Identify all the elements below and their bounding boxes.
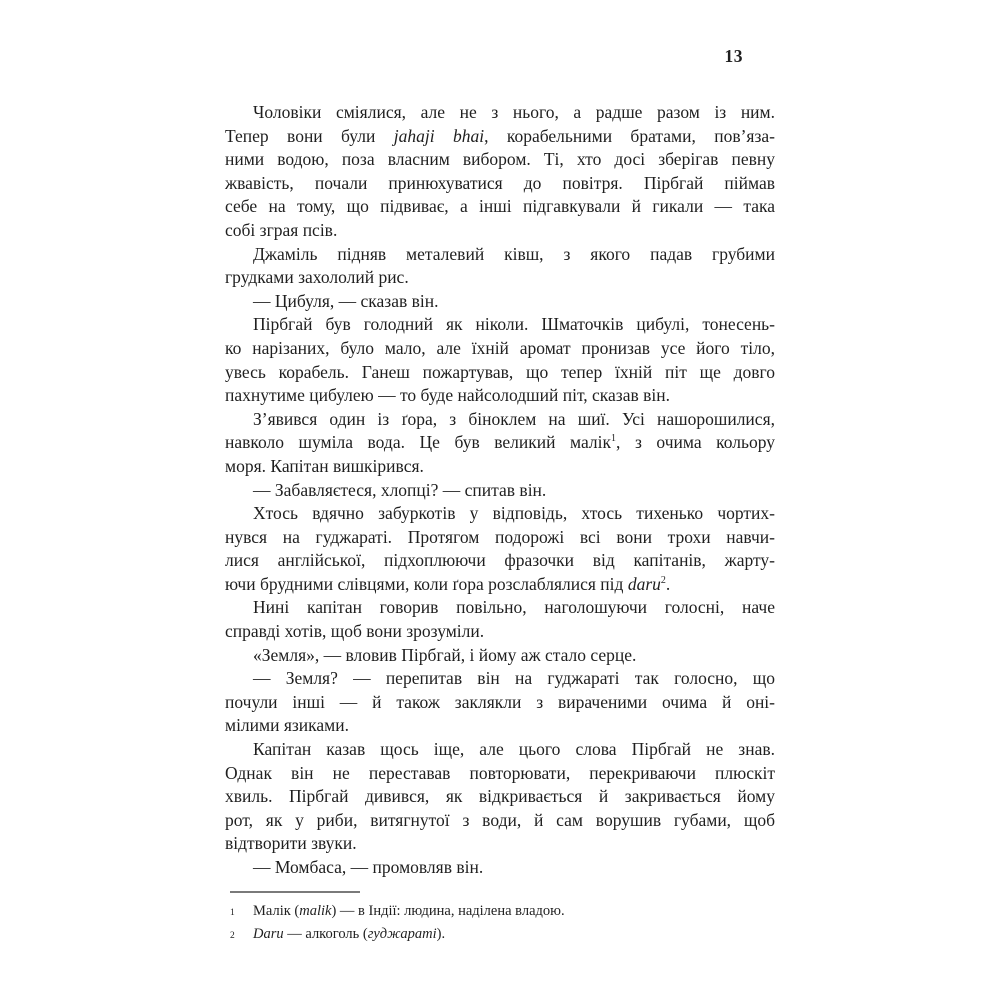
text-run: навколо шуміла вода. Це був великий малік — [225, 432, 612, 453]
text-run: . — [665, 573, 671, 594]
text-line — [225, 290, 775, 314]
text-run: — алкоголь ( — [283, 925, 368, 942]
text-run: собі зграя псів. — [225, 219, 338, 240]
text-run: — Земля? — перепитав він на гуджараті так голосно, що — [253, 668, 775, 689]
text-run: увесь корабель. Ганеш пожартував, що тепер їхній піт ще довго — [225, 361, 775, 382]
text-run: Однак він не переставав повторювати, перекриваючи плюскіт — [225, 762, 775, 783]
text-run: Малік ( — [253, 902, 300, 919]
text-run: почули інші — й також заклякли з вираченими очима й оні- — [225, 691, 775, 712]
text-run: грудками захололий рис. — [225, 267, 409, 288]
text-line — [225, 573, 775, 597]
text-line — [225, 738, 775, 762]
text-line — [225, 856, 775, 880]
footnote-ref: 1 — [611, 433, 617, 445]
italic-text: jahaji bhai — [393, 125, 485, 146]
text-run: Нині капітан говорив повільно, наголошуючи голосні, наче — [253, 597, 775, 618]
text-line — [225, 596, 775, 620]
text-run: — Момбаса, — промовляв він. — [253, 857, 484, 877]
text-line — [225, 455, 775, 479]
body-text — [225, 101, 775, 880]
page-number: 13 — [724, 46, 743, 66]
text-line — [225, 361, 775, 385]
footnote-ref: 2 — [660, 574, 666, 586]
text-run: ними водою, поза власним вибором. Ті, хто досі зберігав певну — [225, 149, 775, 170]
text-line — [225, 691, 775, 715]
text-run: З’явився один із ґора, з біноклем на шиї. Усі нашорошилися, — [253, 408, 775, 429]
text-line — [225, 243, 775, 267]
text-run: Капітан казав щось іще, але цього слова Пірбгай не знав. — [253, 739, 775, 760]
text-run: Пірбгай був голодний як ніколи. Шматочків цибулі, тонесень- — [253, 314, 775, 335]
text-line — [225, 526, 775, 550]
text-line — [225, 125, 775, 149]
footnote-separator — [230, 891, 360, 893]
text-run: пахнутиме цибулею — то буде найсолодший піт, сказав він. — [225, 385, 670, 406]
text-run: мілими язиками. — [225, 715, 349, 736]
footnote-number: 2 — [230, 930, 235, 941]
footnotes-list — [225, 900, 775, 946]
text-line — [225, 337, 775, 361]
text-run: нувся на гуджараті. Протягом подорожі всі вони трохи навчи- — [225, 526, 775, 547]
text-line — [225, 101, 775, 125]
italic-text: daru — [627, 573, 661, 594]
text-run: лися англійської, підхоплюючи фразочки від капітанів, жарту- — [225, 550, 775, 571]
text-run: Чоловіки сміялися, але не з нього, а радше разом із ним. — [253, 102, 775, 122]
text-line — [225, 408, 775, 432]
text-run: — Цибуля, — сказав він. — [253, 290, 439, 311]
italic-text: malik — [299, 902, 332, 919]
text-line — [225, 384, 775, 408]
footnote-number: 1 — [230, 907, 235, 918]
book-page — [225, 0, 775, 946]
text-line — [225, 644, 775, 668]
text-line — [225, 549, 775, 573]
italic-text: гуджараті — [367, 925, 437, 942]
text-line — [225, 479, 775, 503]
text-line — [225, 762, 775, 786]
text-run: ). — [436, 925, 446, 942]
text-run: — Забавляєтеся, хлопці? — спитав він. — [253, 479, 547, 500]
text-line — [225, 809, 775, 833]
text-line — [225, 172, 775, 196]
text-line — [225, 620, 775, 644]
text-line — [225, 266, 775, 290]
text-run: Джаміль підняв металевий ківш, з якого падав грубими — [253, 243, 775, 264]
text-line — [225, 195, 775, 219]
text-run: ко нарізаних, було мало, але їхній аромат пронизав усе його тіло, — [225, 337, 775, 358]
text-line — [225, 714, 775, 738]
text-run: ) — в Індії: людина, наділена владою. — [331, 902, 565, 919]
text-run: Хтось вдячно забуркотів у відповідь, хтось тихенько чортих- — [253, 503, 775, 524]
footnote — [225, 923, 775, 946]
text-run: рот, як у риби, витягнутої з води, й сам ворушив губами, щоб — [225, 809, 775, 830]
text-run: хвиль. Пірбгай дивився, як відкривається й закривається йому — [225, 786, 775, 807]
text-run: «Земля», — вловив Пірбгай, і йому аж стало серце. — [253, 644, 637, 665]
italic-text: Daru — [253, 925, 284, 942]
text-line — [225, 785, 775, 809]
text-run: ючи брудними слівцями, коли ґора розслаблялися під — [225, 573, 628, 594]
text-line — [225, 832, 775, 856]
text-run: справді хотів, щоб вони зрозуміли. — [225, 621, 485, 642]
text-run: , з очима кольору — [616, 432, 776, 453]
text-line — [225, 219, 775, 243]
text-run: відтворити звуки. — [225, 833, 357, 854]
text-run: моря. Капітан вишкірився. — [225, 455, 424, 476]
text-line — [225, 502, 775, 526]
text-run: , корабельними братами, пов’яза- — [484, 125, 775, 146]
text-run: Тепер вони були — [225, 125, 394, 146]
text-line — [225, 667, 775, 691]
text-run: жвавість, почали принюхуватися до повітря. Пірбгай піймав — [225, 172, 775, 193]
text-line — [225, 148, 775, 172]
text-line — [225, 431, 775, 455]
text-run: себе на тому, що підвиває, а інші підгавкували й гикали — така — [225, 196, 775, 217]
footnote — [225, 900, 775, 923]
text-line — [225, 313, 775, 337]
